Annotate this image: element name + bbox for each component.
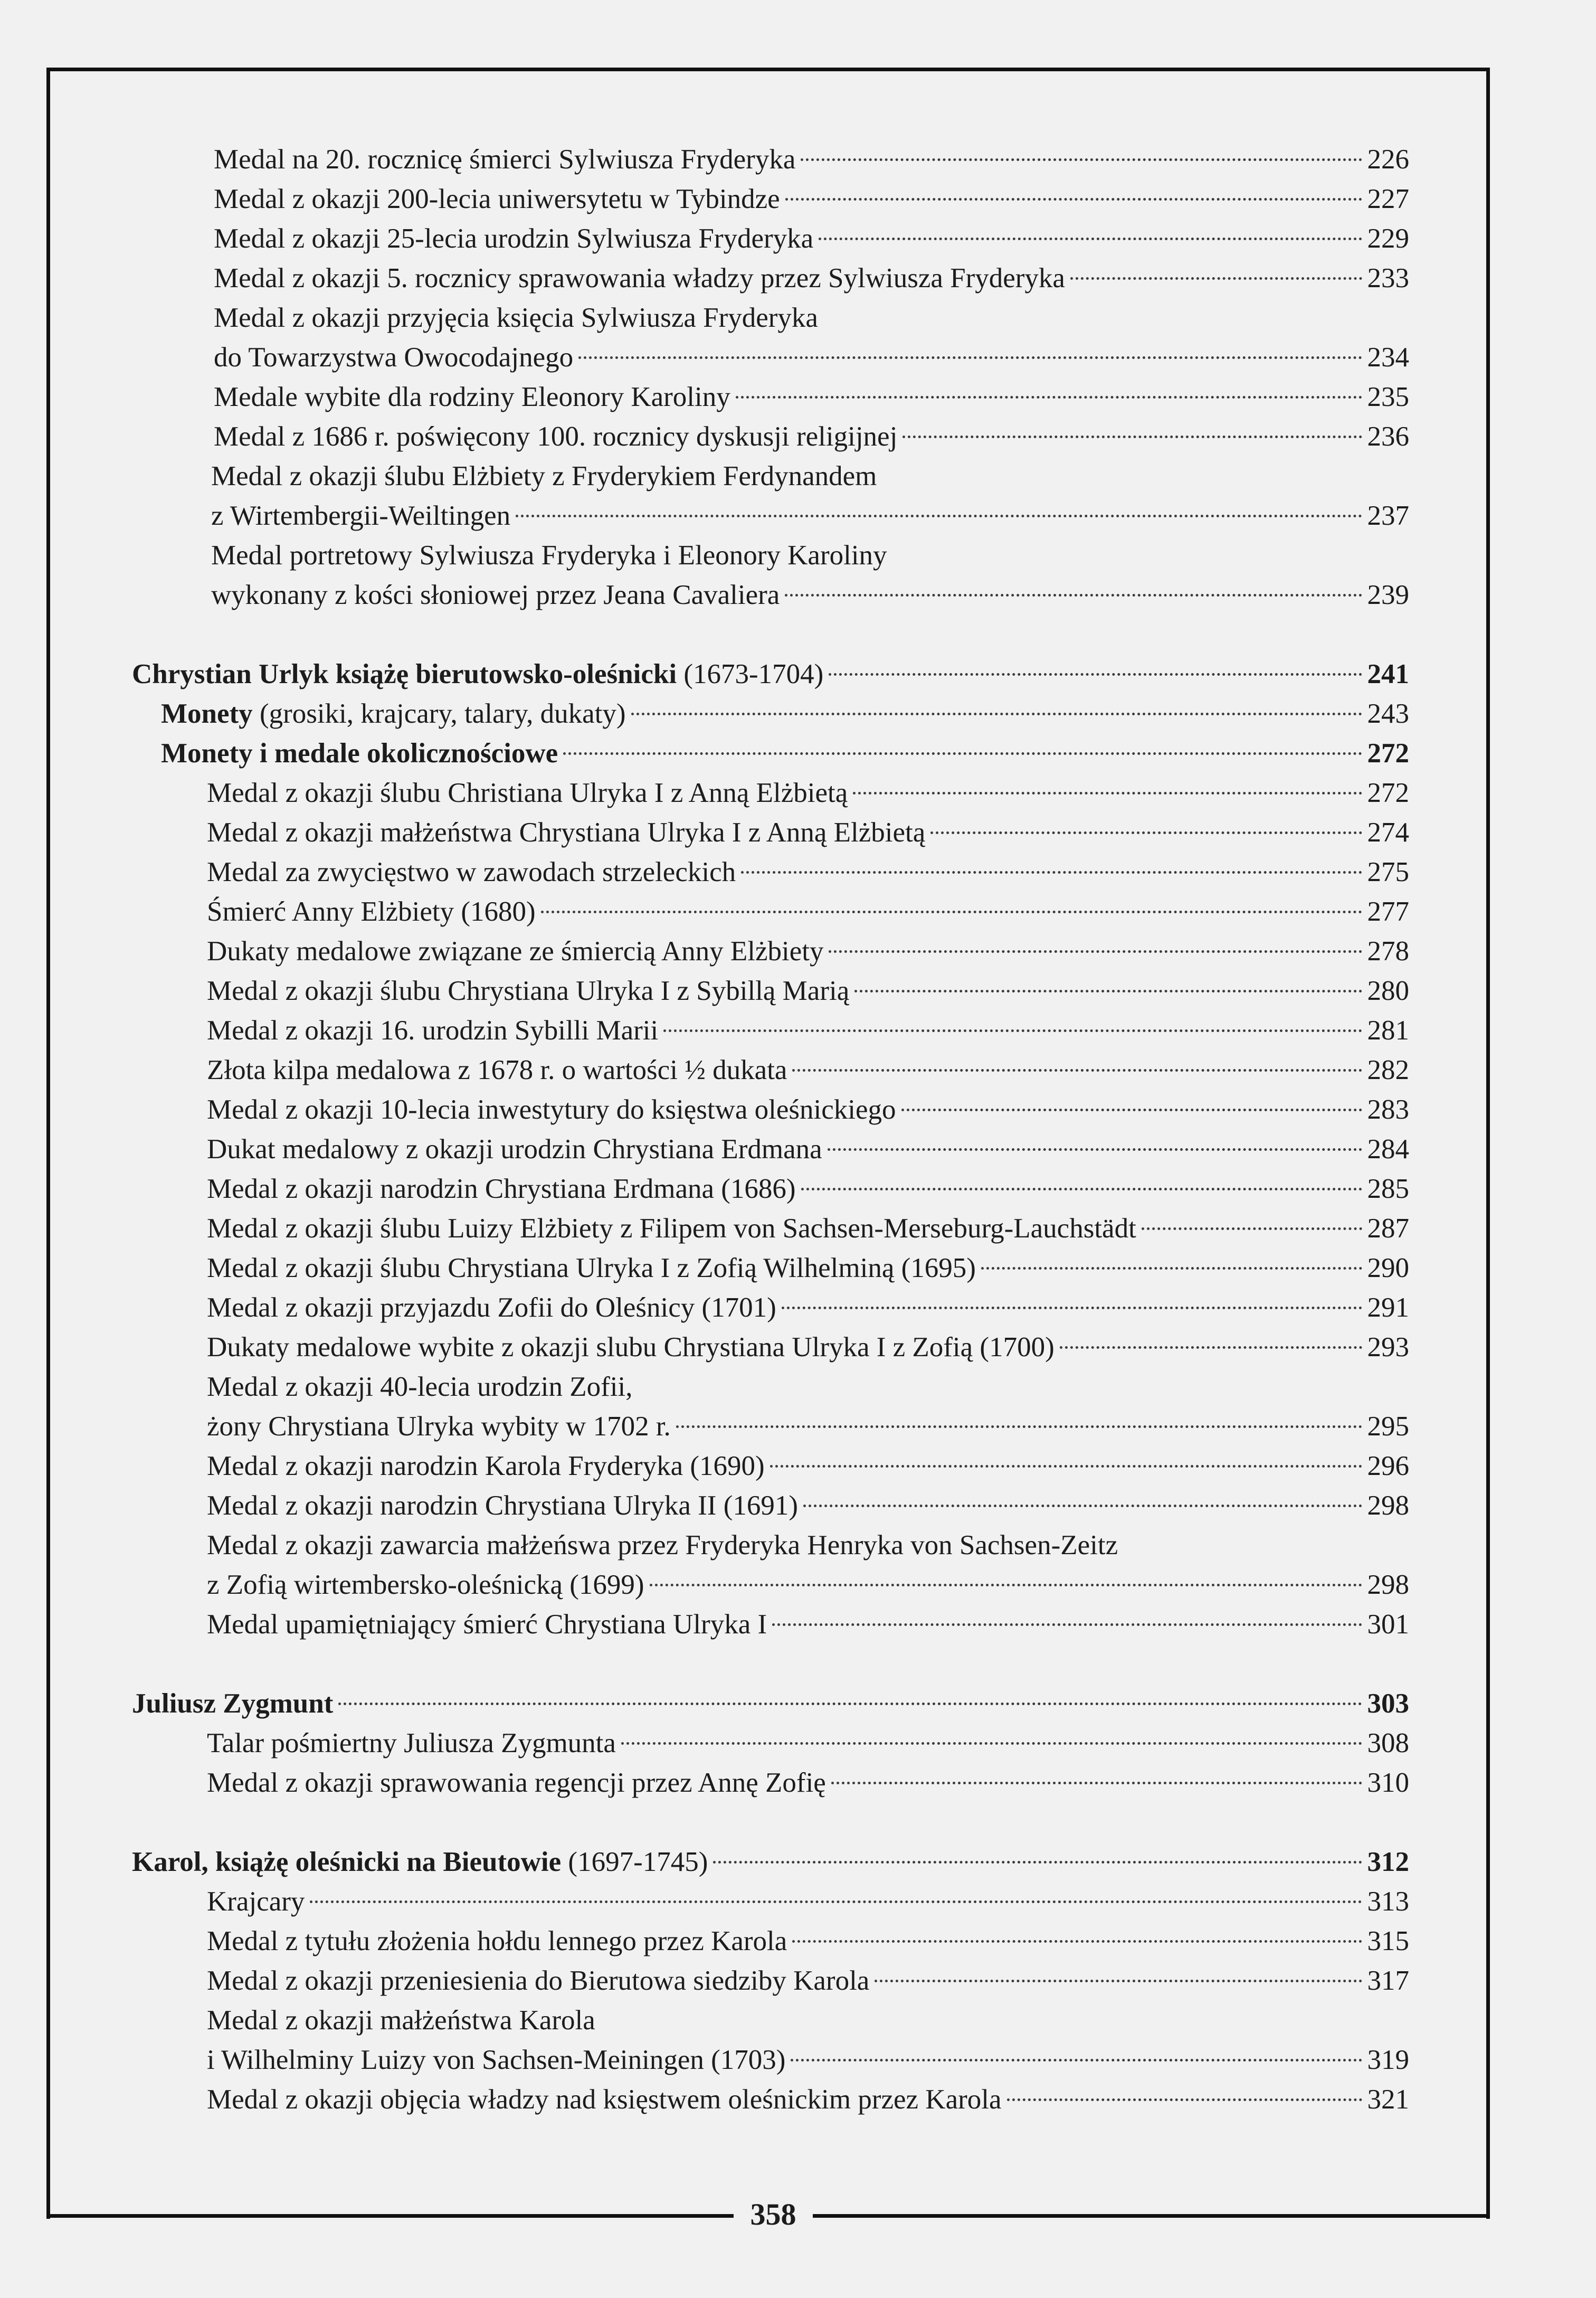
toc-entry-continued: Medal z okazji 40-lecia urodzin Zofii, bbox=[207, 1372, 633, 1402]
toc-entry[interactable]: Medal z okazji objęcia władzy nad księstwem oleśnickim przez Karola 321 bbox=[207, 2084, 1409, 2115]
toc-entry-continued: Medal portretowy Sylwiusza Fryderyka i Eleonory Karoliny bbox=[211, 540, 887, 571]
toc-entry[interactable]: Śmierć Anny Elżbiety (1680) 277 bbox=[207, 896, 1409, 927]
toc-entry[interactable]: Medal z okazji ślubu Christiana Ulryka I z Anną Elżbietą 272 bbox=[207, 778, 1409, 808]
toc-entry-continued: Medal z okazji małżeństwa Karola bbox=[207, 2005, 595, 2036]
toc-entry[interactable]: Medal z tytułu złożenia hołdu lennego przez Karola 315 bbox=[207, 1926, 1409, 1956]
page-number: 358 bbox=[750, 2197, 796, 2231]
toc-chapter-heading[interactable]: Chrystian Urlyk książę bierutowsko-oleśnicki (1673-1704) 241 bbox=[132, 659, 1409, 689]
toc-entry[interactable]: z Zofią wirtembersko-oleśnicką (1699) 298 bbox=[207, 1569, 1409, 1600]
toc-entry[interactable]: Dukaty medalowe wybite z okazji slubu Chrystiana Ulryka I z Zofią (1700) 293 bbox=[207, 1332, 1409, 1363]
toc-entry[interactable]: Medal z okazji ślubu Chrystiana Ulryka I z Zofią Wilhelminą (1695) 290 bbox=[207, 1253, 1409, 1283]
toc-chapter-heading[interactable]: Juliusz Zygmunt 303 bbox=[132, 1688, 1409, 1719]
toc-entry[interactable]: Medal z okazji narodzin Chrystiana Ulryka II (1691) 298 bbox=[207, 1490, 1409, 1521]
toc-entry[interactable]: Medal za zwycięstwo w zawodach strzeleckich 275 bbox=[207, 857, 1409, 887]
toc-entry[interactable]: Medal z okazji 25-lecia urodzin Sylwiusza Fryderyka 229 bbox=[214, 223, 1409, 254]
toc-entry[interactable]: Medale wybite dla rodziny Eleonory Karoliny 235 bbox=[214, 382, 1409, 412]
toc-entry[interactable]: Medal z okazji 10-lecia inwestytury do księstwa oleśnickiego 283 bbox=[207, 1094, 1409, 1125]
toc-entry[interactable]: Medal z okazji narodzin Chrystiana Erdmana (1686) 285 bbox=[207, 1174, 1409, 1204]
toc-entry[interactable]: Medal z okazji 16. urodzin Sybilli Marii 281 bbox=[207, 1015, 1409, 1046]
toc-subheading[interactable]: Monety (grosiki, krajcary, talary, dukaty) 243 bbox=[161, 698, 1409, 729]
toc-entry[interactable]: Medal na 20. rocznicę śmierci Sylwiusza Fryderyka 226 bbox=[214, 144, 1409, 175]
toc-entry[interactable]: Medal z 1686 r. poświęcony 100. rocznicy dyskusji religijnej 236 bbox=[214, 421, 1409, 452]
toc-entry[interactable]: Krajcary 313 bbox=[207, 1886, 1409, 1917]
toc-entry-continued: Medal z okazji ślubu Elżbiety z Fryderykiem Ferdynandem bbox=[211, 461, 877, 491]
toc-entry[interactable]: do Towarzystwa Owocodajnego 234 bbox=[214, 342, 1409, 373]
toc-chapter-heading[interactable]: Karol, książę oleśnicki na Bieutowie (1697-1745) 312 bbox=[132, 1847, 1409, 1877]
toc-entry[interactable]: Medal z okazji ślubu Luizy Elżbiety z Filipem von Sachsen-Merseburg-Lauchstädt 287 bbox=[207, 1213, 1409, 1244]
toc-entry[interactable]: z Wirtembergii-Weiltingen 237 bbox=[211, 500, 1409, 531]
toc-entry[interactable]: Dukaty medalowe związane ze śmiercią Anny Elżbiety 278 bbox=[207, 936, 1409, 967]
toc-entry[interactable]: żony Chrystiana Ulryka wybity w 1702 r. 295 bbox=[207, 1411, 1409, 1442]
toc-entry[interactable]: Medal z okazji narodzin Karola Fryderyka (1690) 296 bbox=[207, 1451, 1409, 1481]
toc-entry[interactable]: Dukat medalowy z okazji urodzin Chrystiana Erdmana 284 bbox=[207, 1134, 1409, 1165]
toc-entry-continued: Medal z okazji zawarcia małżeńswa przez Fryderyka Henryka von Sachsen-Zeitz bbox=[207, 1530, 1118, 1561]
toc-entry[interactable]: Złota kilpa medalowa z 1678 r. o wartości ½ dukata 282 bbox=[207, 1055, 1409, 1085]
toc-entry[interactable]: Medal z okazji 200-lecia uniwersytetu w Tybindze 227 bbox=[214, 184, 1409, 214]
toc-subheading[interactable]: Monety i medale okolicznościowe 272 bbox=[161, 738, 1409, 769]
toc-entry[interactable]: Medal z okazji przyjazdu Zofii do Oleśnicy (1701) 291 bbox=[207, 1292, 1409, 1323]
toc-entry[interactable]: Medal z okazji 5. rocznicy sprawowania władzy przez Sylwiusza Fryderyka 233 bbox=[214, 263, 1409, 294]
toc-entry[interactable]: Medal z okazji przeniesienia do Bierutowa siedziby Karola 317 bbox=[207, 1965, 1409, 1996]
toc-entry[interactable]: Medal upamiętniający śmierć Chrystiana Ulryka I 301 bbox=[207, 1609, 1409, 1640]
toc-entry-continued: Medal z okazji przyjęcia księcia Sylwiusza Fryderyka bbox=[214, 302, 818, 333]
toc-entry[interactable]: i Wilhelminy Luizy von Sachsen-Meiningen (1703) 319 bbox=[207, 2045, 1409, 2075]
toc-entry[interactable]: Talar pośmiertny Juliusza Zygmunta 308 bbox=[207, 1728, 1409, 1758]
footer-rule-right bbox=[813, 2214, 1490, 2218]
toc-entry[interactable]: Medal z okazji sprawowania regencji przez Annę Zofię 310 bbox=[207, 1767, 1409, 1798]
toc-entry[interactable]: Medal z okazji ślubu Chrystiana Ulryka I z Sybillą Marią 280 bbox=[207, 976, 1409, 1006]
footer-rule-left bbox=[46, 2214, 734, 2218]
toc-entry[interactable]: Medal z okazji małżeństwa Chrystiana Ulryka I z Anną Elżbietą 274 bbox=[207, 817, 1409, 848]
toc-entry[interactable]: wykonany z kości słoniowej przez Jeana Cavaliera 239 bbox=[211, 580, 1409, 610]
